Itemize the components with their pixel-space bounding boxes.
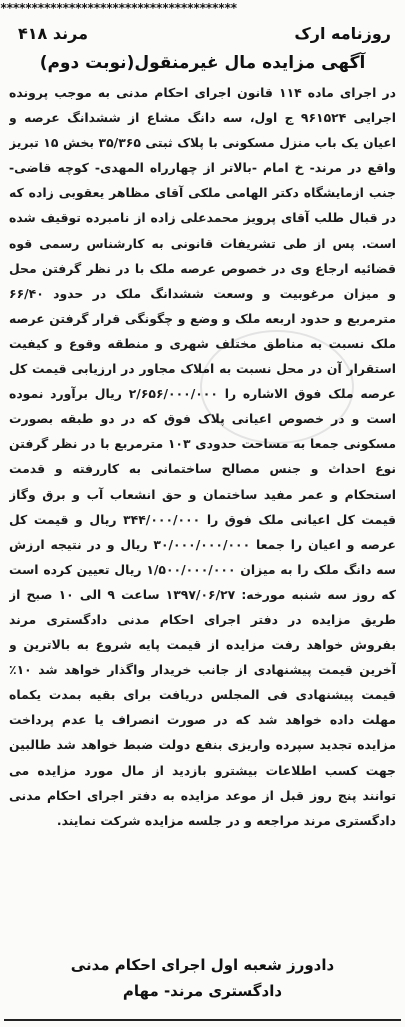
city-code: مرند ۴۱۸ <box>18 23 88 43</box>
newspaper-name: روزنامه ارک <box>294 23 391 43</box>
star-border: ************************************** <box>0 1 237 15</box>
signature-line-1: دادورز شعبه اول اجرای احکام مدنی <box>70 956 335 974</box>
signature-line-2: دادگستری مرند- مهام <box>122 982 283 1000</box>
notice-body: در اجرای ماده ۱۱۴ قانون اجرای احکام مدنی به موجب پرونده اجرایی ۹۶۱۵۲۴ ج اول، سه دانگ مشاع از ششدانگ عرصه و اعیان یک باب منزل مسکونی با پلاک ثبتی ۳۵/۳۶۵ بخش ۱۵ تبریز واقع در مرند- خ امام -بالاتر از چهارراه المهدی- کوچه قاضی- جنب ازمایشگاه دکتر الهامی ملکی آقای مظاهر یعقوبی زاده که در قبال طلب آقای پرویز محمدعلی زاده از نامبرده توقیف شده است. پس از طی تشریفات قانونی به کارشناس رسمی قوه قضائیه ارجاع وی در خصوص عرصه ملک با در نظر گرفتن محل و میزان مرغوبیت و وسعت ششدانگ ملک در حدود ۶۶/۴۰ مترمربع و حدود اربعه ملک و وضع و چگونگی قرار گرفتن عرصه ملک نسبت به مناطق مختلف شهری و منطقه وقوع و کیفیت استقرار آن در محل نسبت به املاک مجاور در ارزیابی قیمت کل عرصه ملک فوق الاشاره را ۲/۶۵۶/۰۰۰/۰۰۰ ریال برآورد نموده است و در خصوص اعیانی پلاک فوق که در دو طبقه بصورت مسکونی جمعا به مساحت حدودی ۱۰۳ مترمربع با در نظر گرفتن نوع احداث و جنس مصالح ساختمانی به کاررفته و قدمت استحکام و عمر مفید ساختمان و حق انشعاب آب و برق وگاز قیمت کل اعیانی ملک فوق را ۳۴۴/۰۰۰/۰۰۰ ریال و قیمت کل عرصه و اعیان را جمعا ۳۰/۰۰۰/۰۰۰/۰۰۰ ریال و در نتیجه ارزش سه دانگ ملک را به میزان ۱/۵۰۰/۰۰۰/۰۰۰ ریال تعیین کرده است که روز سه شنبه مورخه: ۱۳۹۷/۰۶/۲۷ ساعت ۹ الی ۱۰ صبح از طریق مزایده در دفتر اجرای احکام مدنی دادگستری مرند بفروش خواهد رفت مزایده از قیمت پایه شروع به بالاترین و آخرین قیمت پیشنهادی از جانب خریدار واگذار خواهد شد ۱۰٪ قیمت پیشنهادی فی المجلس دریافت برای بقیه بمدت یکماه مهلت داده خواهد شد که در صورت انصراف یا عدم پرداخت مزایده تجدید سپرده واریزی بنفع دولت ضبط خواهد شد طالبین جهت کسب اطلاعات بیشترو بازدید از مال مورد مزایده می توانند پنج روز قبل از موعد مزایده به دفتر اجرای احکام مدنی دادگستری مرند مراجعه و در جلسه مزایده شرکت نمایند. <box>9 85 396 828</box>
bottom-rule <box>4 1019 401 1021</box>
notice-title: آگهی مزایده مال غیرمنقول(نوبت دوم) <box>39 53 366 73</box>
signature-block <box>10 952 395 1008</box>
masthead <box>18 20 391 46</box>
